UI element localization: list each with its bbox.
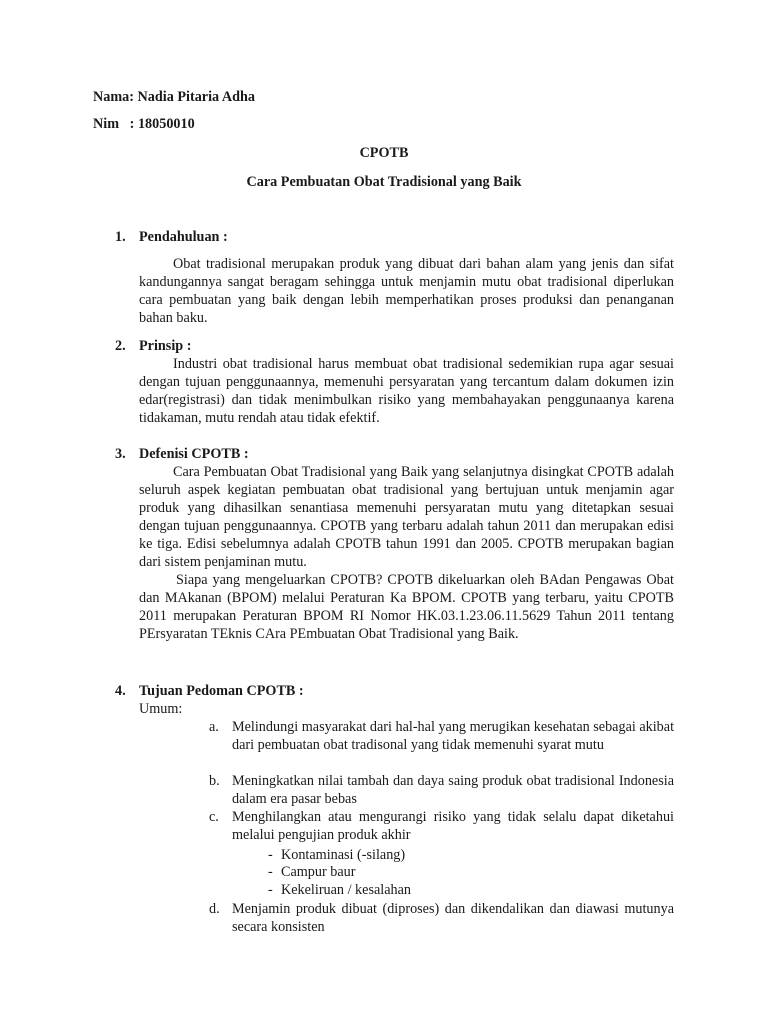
section-1-heading: Pendahuluan : <box>139 229 228 245</box>
nim-line: Nim : 18050010 <box>93 116 195 132</box>
section-2-heading: Prinsip : <box>139 338 192 354</box>
section-1-number: 1. <box>115 229 126 245</box>
section-3-paragraph-2: Siapa yang mengeluarkan CPOTB? CPOTB dikeluarkan oleh BAdan Pengawas Obat dan MAkanan (BPOM) melalui Peraturan Ka BPOM. CPOTB yang terbaru, yaitu CPOTB 2011 merupakan Peraturan BPOM RI Nomor HK.03.1.23.06.11.5629 Tahun 2011 tentang PErsyaratan TEknis CAra PEmbuatan Obat Tradisional yang Baik. <box>139 572 674 642</box>
list-item-d: Menjamin produk dibuat (diproses) dan dikendalikan dan diawasi mutunya secara konsisten <box>232 901 674 935</box>
list-item-b: Meningkatkan nilai tambah dan daya saing produk obat tradisional Indonesia dalam era pasar bebas <box>232 773 674 807</box>
nama-label: Nama <box>93 89 130 105</box>
section-2-number: 2. <box>115 338 126 354</box>
nim-value: 18050010 <box>137 116 195 132</box>
section-2-paragraph: Industri obat tradisional harus membuat obat tradisional sedemikian rupa agar sesuai dengan tujuan penggunaannya, memenuhi persyaratan yang tercantum dalam dokumen izin edar(registrasi) dan tidak menimbulkan risiko yang membahayakan penggunaanya karena tidakaman, mutu rendah atau tidak efektif. <box>139 356 674 426</box>
list-item-letter-d: d. <box>209 901 220 917</box>
section-4-heading: Tujuan Pedoman CPOTB : <box>139 683 304 699</box>
sub-item-2: Campur baur <box>281 864 356 880</box>
list-item-letter-b: b. <box>209 773 220 789</box>
section-4-number: 4. <box>115 683 126 699</box>
sub-item-dash: - <box>268 882 273 898</box>
list-item-letter-c: c. <box>209 809 219 825</box>
section-4-sublabel: Umum: <box>139 701 183 717</box>
section-1-paragraph: Obat tradisional merupakan produk yang dibuat dari bahan alam yang jenis dan sifat kandungannya sangat beragam sehingga untuk menjamin mutu obat tradisional diperlukan cara pembuatan yang baik dengan lebih memperhatikan proses produksi dan penanganan bahan baku. <box>139 256 674 326</box>
list-item-c: Menghilangkan atau mengurangi risiko yang tidak selalu dapat diketahui melalui pengujian produk akhir <box>232 809 674 843</box>
nama-value: Nadia Pitaria Adha <box>137 89 256 105</box>
section-3-number: 3. <box>115 446 126 462</box>
document-title: CPOTB <box>359 145 409 161</box>
sub-item-3: Kekeliruan / kesalahan <box>281 882 411 898</box>
section-3-paragraph-1: Cara Pembuatan Obat Tradisional yang Baik yang selanjutnya disingkat CPOTB adalah seluruh aspek kegiatan pembuatan obat tradisional yang bertujuan untuk menjamin agar produk yang dihasilkan senantiasa memenuhi persyaratan mutu yang ditetapkan sesuai dengan tujuan penggunaannya. CPOTB yang terbaru adalah tahun 2011 dan merupakan edisi ke tiga. Edisi sebelumnya adalah CPOTB tahun 1991 dan 2005. CPOTB merupakan bagian dari sistem penjaminan mutu. <box>139 464 674 570</box>
sub-item-1: Kontaminasi (-silang) <box>281 847 406 863</box>
list-item-a: Melindungi masyarakat dari hal-hal yang merugikan kesehatan sebagai akibat dari pembuatan obat tradisonal yang tidak memenuhi syarat mutu <box>232 719 675 753</box>
document-subtitle: Cara Pembuatan Obat Tradisional yang Baik <box>246 174 522 190</box>
section-3-heading: Defenisi CPOTB : <box>139 446 249 462</box>
nim-label: Nim <box>93 116 120 132</box>
nama-line: Nama: Nadia Pitaria Adha <box>93 89 256 105</box>
sub-item-dash: - <box>268 864 273 880</box>
list-item-letter-a: a. <box>209 719 219 735</box>
sub-item-dash: - <box>268 847 273 863</box>
